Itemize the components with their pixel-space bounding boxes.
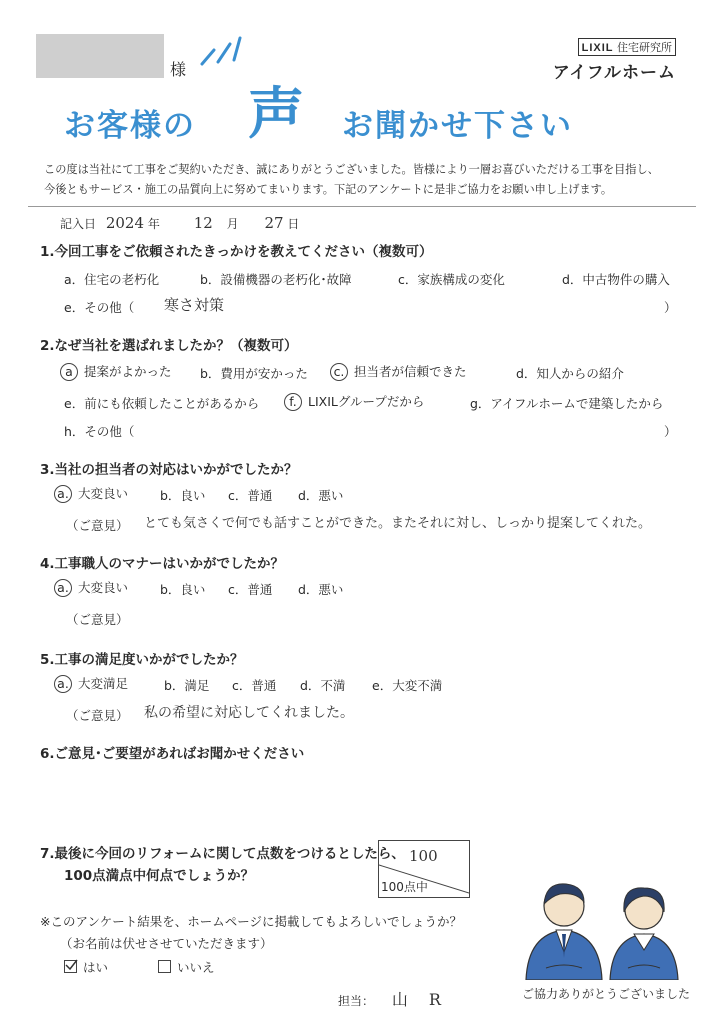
selected-circle-icon: a [60,363,78,381]
date-day-unit: 日 [287,217,300,231]
emphasis-rays-icon [196,30,246,70]
q1-title: 1.今回工事をご依頼されたきっかけを教えてください（複数可） [40,244,433,260]
divider [28,206,696,207]
brand-sub-text: 住宅研究所 [617,41,672,54]
q1-other-answer[interactable]: 寒さ対策 [164,296,225,314]
score-box[interactable] [378,840,470,898]
intro-line-2: 今後ともサービス・施工の品質向上に努めてまいります。下記のアンケートに是非ご協力をお願い申し上げます。 [44,183,613,196]
q2-option-b[interactable]: b．費用が安かった [200,366,308,381]
q1-option-b[interactable]: b．設備機器の老朽化･故障 [200,272,352,287]
q3-option-b[interactable]: b．良い [160,488,206,503]
checkbox-icon[interactable] [158,960,171,973]
honorific: 様 [170,60,187,79]
q5-opinion[interactable]: 私の希望に対応してくれました。 [144,705,354,721]
selected-circle-icon: f. [284,393,302,411]
q1-option-e[interactable]: e．その他（ [64,300,135,315]
q2-option-a-label: 提案がよかった [83,364,172,379]
staff-value[interactable]: 山 R [391,990,449,1009]
selected-circle-icon: a. [54,675,72,693]
q3-option-a[interactable] [54,484,128,503]
q5-option-a[interactable] [54,674,128,693]
q3-option-d[interactable]: d．悪い [298,488,344,503]
title-right: お聞かせ下さい [342,108,573,144]
q4-option-d[interactable]: d．悪い [298,582,344,597]
intro-text [34,160,694,200]
score-label: 100点中 [381,880,428,894]
staff-row [338,987,449,1010]
q3-opinion[interactable]: とても気さくで何でも話すことができた。またそれに対し、しっかり提案してくれた。 [144,516,652,531]
q2-option-c[interactable] [330,362,467,381]
selected-circle-icon: a. [54,485,72,503]
q5-option-a-label: 大変満足 [77,676,128,691]
q1-option-a[interactable]: a．住宅の老朽化 [64,272,160,287]
q2-option-g[interactable]: g．アイフルホームで建築したから [470,396,664,411]
q5-option-b[interactable]: b．満足 [164,678,210,693]
q4-option-c[interactable]: c．普通 [228,582,273,597]
date-year[interactable]: 2024 [105,214,145,232]
publish-note: （お名前は伏せさせていただきます） [60,936,273,951]
checked-checkbox-icon[interactable] [64,960,77,973]
q5-option-e[interactable]: e．大変不満 [372,678,443,693]
q7-title-line2: 100点満点中何点でしょうか？ [64,868,255,884]
title-voice: 声 [248,82,304,147]
q4-title: 4.工事職人のマナーはいかがでしたか？ [40,556,285,572]
brand-name: アイフルホーム [552,63,676,83]
q2-option-f-label: LIXILグループだから [307,394,425,409]
man-figure-icon [526,884,602,980]
q3-option-a-label: 大変良い [77,486,128,501]
staff-label: 担当： [338,994,375,1008]
thanks-text: ご協力ありがとうございました [522,987,691,1001]
selected-circle-icon: c. [330,363,348,381]
date-month-unit: 月 [226,217,239,231]
staff-illustration-icon [516,872,686,980]
publish-yes-label: はい [83,960,109,975]
date-year-unit: 年 [147,217,160,231]
q1-option-c[interactable]: c．家族構成の変化 [398,272,505,287]
q4-option-a[interactable] [54,578,128,597]
q5-title: 5.工事の満足度いかがでしたか？ [40,652,244,668]
customer-name-redacted [36,34,164,78]
q5-option-d[interactable]: d．不満 [300,678,346,693]
q3-opinion-label: （ご意見） [66,518,129,533]
woman-figure-icon [610,888,678,980]
q2-option-d[interactable]: d．知人からの紹介 [516,366,624,381]
score-value[interactable]: 100 [409,847,438,865]
selected-circle-icon: a. [54,579,72,597]
q3-option-c[interactable]: c．普通 [228,488,273,503]
q4-option-a-label: 大変良い [77,580,128,595]
q5-opinion-label: （ご意見） [66,708,129,723]
q5-option-c[interactable]: c．普通 [232,678,277,693]
intro-line-1: この度は当社にて工事をご契約いただき、誠にありがとうございました。皆様により一層お喜びいただける工事を目指し、 [44,163,659,176]
date-label: 記入日 [60,217,97,231]
q7-title-line1: 7.最後に今回のリフォームに関して点数をつけるとしたら、 [40,846,405,862]
q3-title: 3.当社の担当者の対応はいかがでしたか？ [40,462,298,478]
q4-opinion-label: （ご意見） [66,612,129,627]
q2-option-c-label: 担当者が信頼できた [353,364,467,379]
q2-option-h[interactable]: h．その他（ [64,424,135,439]
q2-close-paren: ） [664,424,677,439]
publish-no-label: いいえ [177,960,215,975]
q2-option-f[interactable] [284,392,424,411]
q1-option-d[interactable]: d．中古物件の購入 [562,272,670,287]
date-day[interactable]: 27 [264,214,284,232]
q6-title: 6.ご意見･ご要望があればお聞かせください [40,746,305,762]
q2-option-a[interactable] [60,362,172,381]
publish-yes[interactable] [64,958,108,976]
q1-close-paren: ） [664,300,677,315]
brand-logo [553,36,676,83]
date-row [60,214,299,232]
q2-option-e[interactable]: e．前にも依頼したことがあるから [64,396,260,411]
title-left: お客様の [64,108,196,144]
brand-sub-logo: LIXIL [581,42,614,54]
q4-option-b[interactable]: b．良い [160,582,206,597]
publish-no[interactable] [158,958,215,976]
date-month[interactable]: 12 [193,214,213,232]
q2-title: 2.なぜ当社を選ばれましたか？（複数可） [40,338,298,354]
publish-question: ※このアンケート結果を、ホームページに掲載してもよろしいでしょうか？ [40,914,462,929]
